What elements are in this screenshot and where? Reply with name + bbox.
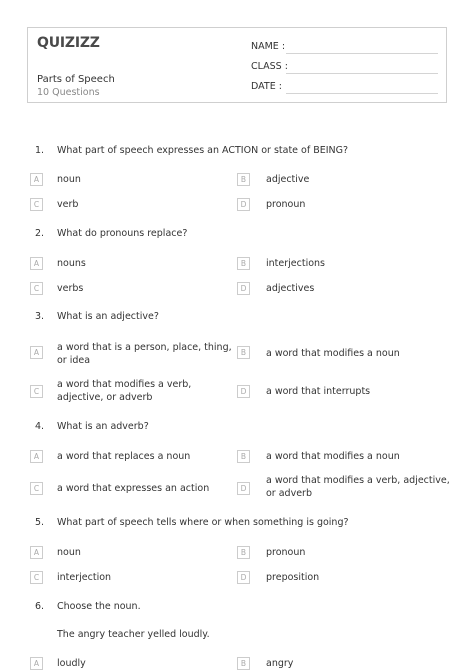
option-checkbox[interactable]: D [237,198,250,211]
option-checkbox[interactable]: B [237,450,250,463]
option-text: verbs [57,283,84,294]
option-text: preposition [266,572,320,583]
question-count: 10 Questions [37,87,100,98]
option-checkbox[interactable]: A [30,257,43,270]
option-checkbox[interactable]: D [237,385,250,398]
option-text: a word that expresses an action [57,483,210,494]
option-text: a word that replaces a noun [57,451,191,462]
option-text: a word that modifies a verb, adjective, or adverb [57,379,192,403]
option-text: adjectives [266,283,315,294]
option-checkbox[interactable]: C [30,198,43,211]
option-checkbox[interactable]: A [30,546,43,559]
name-label: NAME : [251,41,286,52]
option-text: pronoun [266,547,306,558]
option-checkbox[interactable]: A [30,173,43,186]
option-text: a word that modifies a verb, adjective, or adverb [266,475,450,499]
question-number: 5. [35,517,45,528]
question-text: What part of speech tells where or when something is going? [57,517,349,528]
option-text: a word that interrupts [266,386,371,397]
option-text: interjections [266,258,325,269]
class-field[interactable] [286,73,438,74]
option-text: noun [57,174,81,185]
question-text: What part of speech expresses an ACTION or state of BEING? [57,145,349,156]
question-text: Choose the noun. [57,601,141,612]
question-sentence: The angry teacher yelled loudly. [57,629,210,640]
option-text: adjective [266,174,310,185]
option-checkbox[interactable]: D [237,482,250,495]
option-checkbox[interactable]: B [237,173,250,186]
option-text: verb [57,199,79,210]
date-label: DATE : [251,81,282,92]
option-checkbox[interactable]: C [30,482,43,495]
option-text: noun [57,547,81,558]
option-text: loudly [57,658,86,669]
option-checkbox[interactable]: C [30,385,43,398]
option-checkbox[interactable]: D [237,571,250,584]
option-text: a word that modifies a noun [266,348,400,359]
class-label: CLASS : [251,61,288,72]
question-number: 1. [35,145,45,156]
option-checkbox[interactable]: A [30,346,43,359]
option-text: nouns [57,258,86,269]
worksheet-title: Parts of Speech [37,74,115,85]
option-checkbox[interactable]: A [30,657,43,670]
option-text: angry [266,658,294,669]
option-checkbox[interactable]: D [237,282,250,295]
option-checkbox[interactable]: C [30,282,43,295]
option-checkbox[interactable]: B [237,257,250,270]
question-number: 3. [35,311,45,322]
option-text: interjection [57,572,112,583]
question-number: 2. [35,228,45,239]
question-text: What do pronouns replace? [57,228,188,239]
option-checkbox[interactable]: A [30,450,43,463]
question-text: What is an adjective? [57,311,159,322]
option-checkbox[interactable]: B [237,346,250,359]
question-number: 6. [35,601,45,612]
question-text: What is an adverb? [57,421,149,432]
option-text: a word that modifies a noun [266,451,400,462]
quizizz-logo: QUIZIZZ [37,35,100,51]
option-text: pronoun [266,199,306,210]
option-checkbox[interactable]: C [30,571,43,584]
option-text: a word that is a person, place, thing, or idea [57,342,232,366]
question-number: 4. [35,421,45,432]
worksheet-header [27,27,447,103]
option-checkbox[interactable]: B [237,546,250,559]
option-checkbox[interactable]: B [237,657,250,670]
name-field[interactable] [286,53,438,54]
date-field[interactable] [286,93,438,94]
